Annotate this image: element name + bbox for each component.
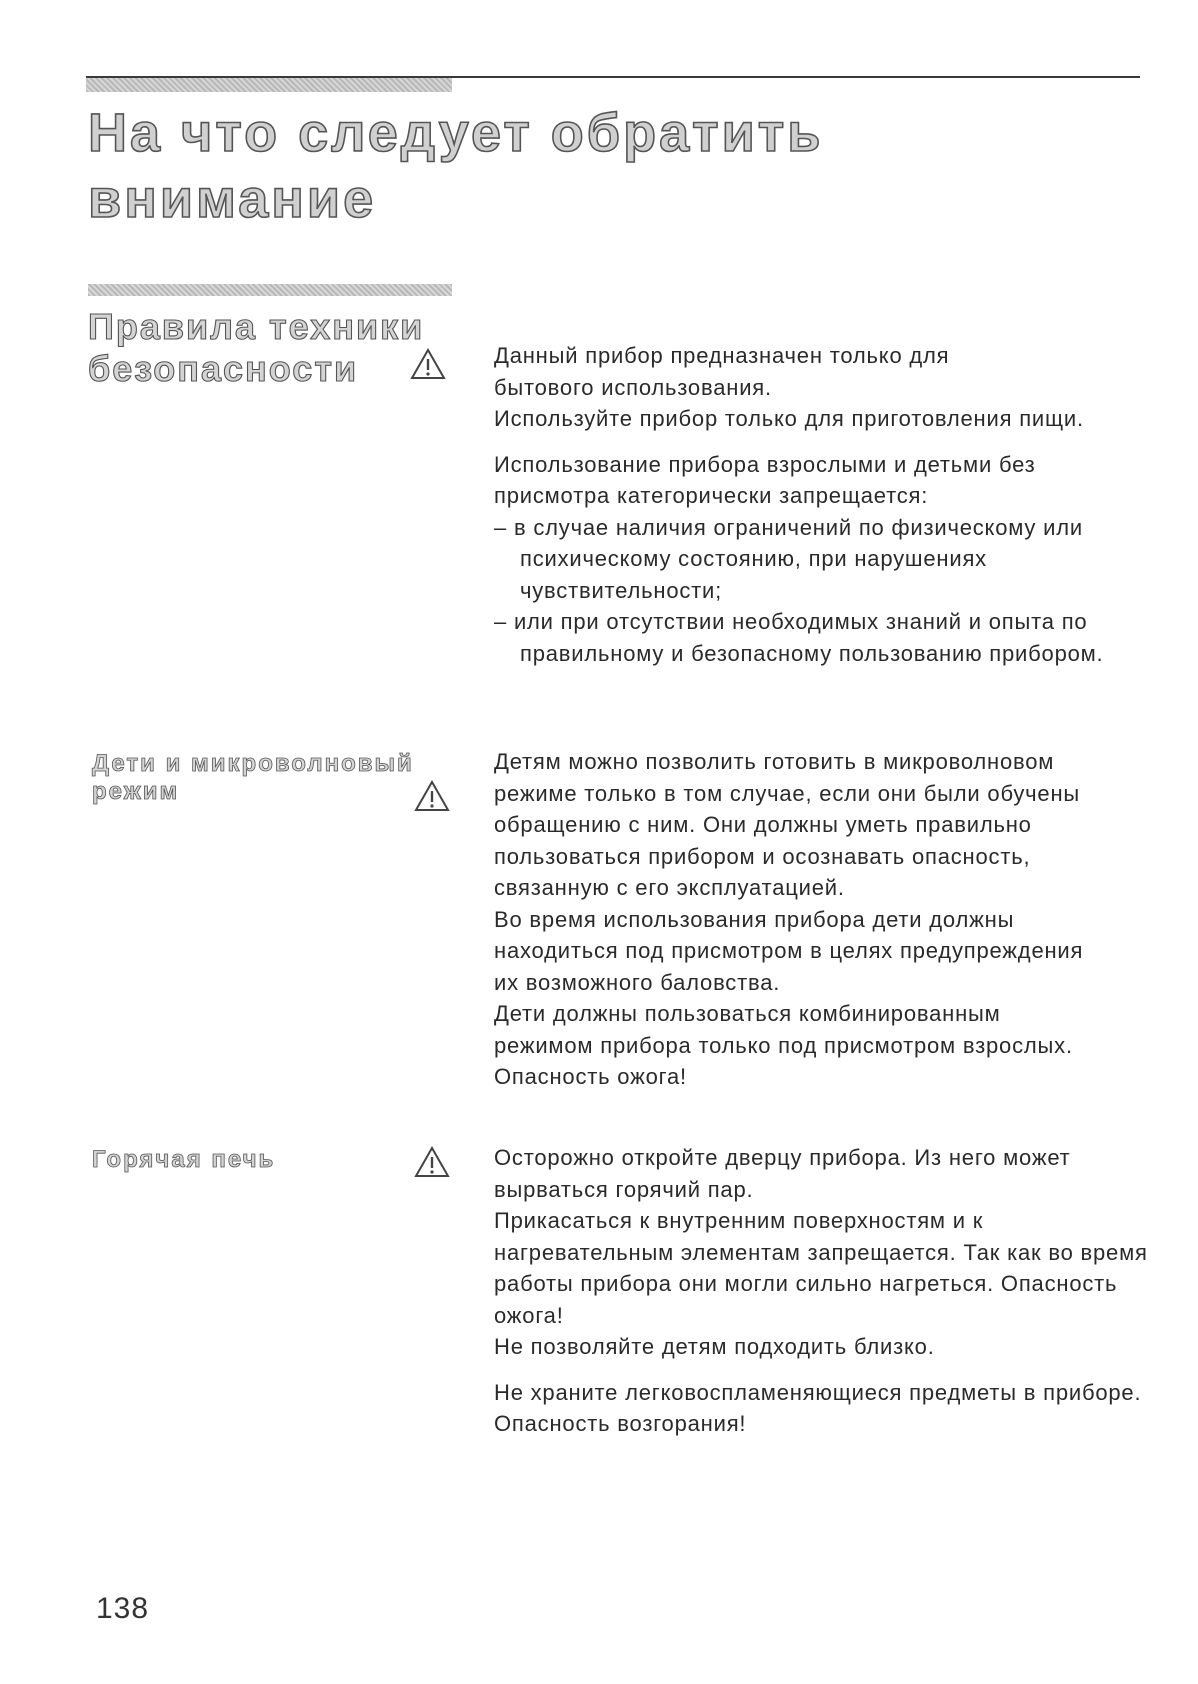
warning-triangle-icon — [414, 1146, 450, 1178]
paragraph: Использование прибора взрослыми и детьми без присмотра категорически запрещается: — [494, 451, 1036, 508]
bullet-item: – в случае наличия ограничений по физическому или психическому состоянию, при нарушениях чувствительности; — [494, 514, 1083, 603]
paragraph: Не позволяйте детям подходить близко. — [494, 1334, 935, 1359]
paragraph: Не храните легковоспламеняющиеся предметы в приборе. Опасность возгорания! — [494, 1379, 1142, 1436]
section-heading-line2: режим — [92, 778, 180, 805]
section-body-hot-oven — [494, 1142, 1154, 1440]
section-heading-line2: безопасности — [88, 348, 359, 389]
section-heading-line1: Горячая печь — [92, 1146, 276, 1173]
section-heading-line1: Дети и микроволновый — [92, 750, 414, 777]
section-heading-safety — [88, 306, 424, 390]
paragraph: Осторожно откройте дверцу прибора. Из него может вырваться горячий пар. — [494, 1145, 1071, 1202]
section-shade-bar — [88, 284, 452, 296]
header-shade-bar — [86, 78, 452, 92]
section-heading-line1: Правила техники — [88, 306, 425, 347]
page-title — [88, 100, 823, 232]
paragraph: Прикасаться к внутренним поверхностям и к нагревательным элементам запрещается. Так как во время работы прибора они могли сильно нагреться. Опасность ожога! — [494, 1208, 1148, 1328]
page-title-line2: внимание — [88, 169, 377, 229]
warning-triangle-icon — [410, 348, 446, 380]
section-body-safety — [494, 340, 1154, 669]
section-heading-hot-oven — [92, 1146, 275, 1174]
section-body-children — [494, 746, 1154, 1093]
bullet-item: – или при отсутствии необходимых знаний и опыта по правильному и безопасному пользованию прибором. — [494, 609, 1104, 666]
paragraph: Детям можно позволить готовить в микроволновом режиме только в том случае, если они были обучены обращению с ним. Они должны уметь правильно пользоваться прибором и осознавать опасность, связанную с его эксплуатацией. — [494, 749, 1081, 900]
section-heading-children — [92, 750, 414, 806]
paragraph: Дети должны пользоваться комбинированным режимом прибора только под присмотром взрослых. Опасность ожога! — [494, 1001, 1073, 1089]
page-title-line1: На что следует обратить — [88, 103, 824, 163]
paragraph: Данный прибор предназначен только для бытового использования. — [494, 343, 950, 400]
paragraph: Во время использования прибора дети должны находиться под присмотром в целях предупреждения их возможного баловства. — [494, 906, 1084, 995]
warning-triangle-icon — [414, 780, 450, 812]
paragraph: Используйте прибор только для приготовления пищи. — [494, 406, 1084, 431]
page-number: 138 — [96, 1592, 150, 1625]
